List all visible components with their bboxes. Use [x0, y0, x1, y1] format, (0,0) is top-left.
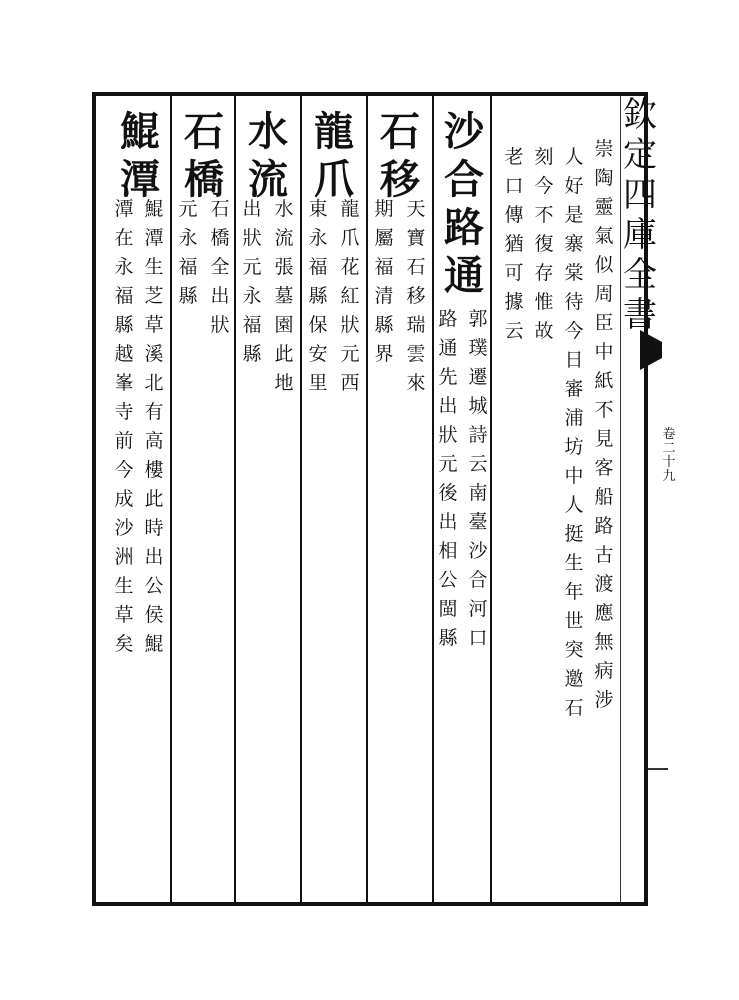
text-column-2: [562, 148, 586, 728]
glyph: 日: [564, 349, 584, 371]
glyph: 合: [444, 156, 484, 203]
glyph: 存: [534, 262, 554, 284]
glyph: 來: [406, 372, 426, 394]
glyph: 永: [242, 285, 262, 307]
glyph: 人: [564, 494, 584, 516]
glyph: 棠: [564, 262, 584, 284]
glyph: 水: [248, 108, 288, 155]
text-column-1: [592, 140, 616, 720]
text-column-7: [436, 310, 460, 658]
glyph: 龍: [314, 108, 354, 155]
column-rule: [300, 96, 302, 902]
text-column-16: [240, 200, 264, 374]
glyph: 墓: [274, 285, 294, 307]
glyph: 古: [594, 544, 614, 566]
glyph: 保: [308, 314, 328, 336]
glyph: 縣: [438, 627, 458, 649]
glyph: 潭: [120, 156, 160, 203]
text-column-15: [272, 200, 296, 403]
glyph: 不: [594, 399, 614, 421]
text-column-13: [306, 200, 330, 403]
glyph: 後: [438, 482, 458, 504]
glyph: 有: [144, 401, 164, 423]
glyph: 界: [374, 343, 394, 365]
glyph: 安: [308, 343, 328, 365]
glyph: 清: [374, 285, 394, 307]
glyph: 縣: [114, 314, 134, 336]
glyph: 公: [144, 575, 164, 597]
glyph: 此: [274, 343, 294, 365]
glyph: 涉: [594, 689, 614, 711]
glyph: 城: [468, 395, 488, 417]
heading-shiyi: [376, 108, 424, 208]
glyph: 橋: [184, 156, 224, 203]
glyph: 坊: [564, 436, 584, 458]
glyph: 口: [468, 627, 488, 649]
glyph: 成: [114, 488, 134, 510]
glyph: 紙: [594, 370, 614, 392]
glyph: 沙: [468, 540, 488, 562]
glyph: 紅: [340, 285, 360, 307]
glyph: 爪: [340, 227, 360, 249]
glyph: 傳: [504, 204, 524, 226]
glyph: 人: [564, 146, 584, 168]
glyph: 張: [274, 256, 294, 278]
glyph: 溪: [144, 343, 164, 365]
glyph: 沙: [444, 108, 484, 155]
glyph: 狀: [210, 314, 230, 336]
glyph: 陶: [594, 167, 614, 189]
column-rule: [366, 96, 368, 902]
glyph: 侯: [144, 604, 164, 626]
glyph: 河: [468, 598, 488, 620]
glyph: 臣: [594, 312, 614, 334]
glyph: 郭: [468, 308, 488, 330]
glyph: 橋: [210, 227, 230, 249]
glyph: 永: [178, 227, 198, 249]
glyph: 遷: [468, 366, 488, 388]
glyph: 寺: [114, 401, 134, 423]
glyph: 不: [534, 204, 554, 226]
glyph: 縣: [374, 314, 394, 336]
volume-label: [662, 428, 676, 484]
glyph: 定: [623, 135, 657, 175]
glyph: 期: [374, 198, 394, 220]
glyph: 老: [504, 146, 524, 168]
glyph: 是: [564, 204, 584, 226]
glyph: 洲: [114, 546, 134, 568]
glyph: 元: [178, 198, 198, 220]
glyph: 猶: [504, 233, 524, 255]
glyph: 福: [178, 256, 198, 278]
glyph: 前: [114, 430, 134, 452]
glyph: 屬: [374, 227, 394, 249]
glyph: 臺: [468, 511, 488, 533]
column-rule: [432, 96, 434, 902]
heading-longzhua: [310, 108, 358, 208]
glyph: 年: [564, 581, 584, 603]
glyph: 通: [438, 337, 458, 359]
glyph: 鯤: [120, 108, 160, 155]
glyph: 福: [374, 256, 394, 278]
glyph: 北: [144, 372, 164, 394]
glyph: 沙: [114, 517, 134, 539]
glyph: 龍: [340, 198, 360, 220]
glyph: 東: [308, 198, 328, 220]
edge-mark: [648, 768, 668, 770]
glyph: 福: [114, 285, 134, 307]
glyph: 先: [438, 366, 458, 388]
glyph: 路: [438, 308, 458, 330]
glyph: 園: [274, 314, 294, 336]
glyph: 花: [340, 256, 360, 278]
glyph: 詩: [468, 424, 488, 446]
text-column-21: [142, 200, 166, 664]
glyph: 云: [468, 453, 488, 475]
glyph: 鯤: [144, 198, 164, 220]
glyph: 氣: [594, 225, 614, 247]
heading-shuiliu: [244, 108, 292, 208]
text-column-18: [208, 200, 232, 345]
glyph: 邀: [564, 668, 584, 690]
glyph: 潭: [114, 198, 134, 220]
glyph: 欽: [623, 95, 657, 135]
glyph: 寨: [564, 233, 584, 255]
glyph: 見: [594, 428, 614, 450]
glyph: 出: [144, 546, 164, 568]
glyph: 璞: [468, 337, 488, 359]
glyph: 無: [594, 631, 614, 653]
glyph: 好: [564, 175, 584, 197]
glyph: 雲: [406, 343, 426, 365]
glyph: 今: [564, 320, 584, 342]
glyph: 似: [594, 254, 614, 276]
glyph: 水: [274, 198, 294, 220]
glyph: 四: [623, 175, 657, 215]
glyph: 中: [594, 341, 614, 363]
glyph: 浦: [564, 407, 584, 429]
glyph: 南: [468, 482, 488, 504]
glyph: 相: [438, 540, 458, 562]
glyph: 渡: [594, 573, 614, 595]
glyph: 十: [662, 455, 676, 470]
glyph: 縣: [178, 285, 198, 307]
glyph: 福: [308, 256, 328, 278]
glyph: 中: [564, 465, 584, 487]
glyph: 路: [594, 515, 614, 537]
text-column-6: [466, 310, 490, 658]
glyph: 石: [406, 256, 426, 278]
glyph: 卷: [662, 427, 676, 442]
glyph: 狀: [340, 314, 360, 336]
glyph: 縣: [242, 343, 262, 365]
glyph: 西: [340, 372, 360, 394]
glyph: 時: [144, 517, 164, 539]
text-column-3: [532, 148, 556, 351]
glyph: 永: [308, 227, 328, 249]
glyph: 此: [144, 488, 164, 510]
glyph: 今: [114, 459, 134, 481]
glyph: 流: [274, 227, 294, 249]
glyph: 峯: [114, 372, 134, 394]
glyph: 縣: [308, 285, 328, 307]
glyph: 越: [114, 343, 134, 365]
glyph: 元: [438, 453, 458, 475]
glyph: 石: [564, 697, 584, 719]
glyph: 九: [662, 469, 676, 484]
glyph: 故: [534, 320, 554, 342]
glyph: 書: [623, 295, 657, 335]
glyph: 待: [564, 291, 584, 313]
glyph: 挺: [564, 523, 584, 545]
text-column-10: [372, 200, 396, 374]
glyph: 二: [662, 441, 676, 456]
glyph: 永: [114, 256, 134, 278]
glyph: 草: [144, 314, 164, 336]
glyph: 路: [444, 204, 484, 251]
glyph: 公: [438, 569, 458, 591]
glyph: 在: [114, 227, 134, 249]
glyph: 周: [594, 283, 614, 305]
glyph: 地: [274, 372, 294, 394]
glyph: 惟: [534, 291, 554, 313]
glyph: 元: [242, 256, 262, 278]
glyph: 瑞: [406, 314, 426, 336]
heading-shahe-lutong: [440, 108, 488, 304]
glyph: 鯤: [144, 633, 164, 655]
text-column-19: [176, 200, 200, 316]
text-column-22: [112, 200, 136, 664]
glyph: 復: [534, 233, 554, 255]
column-rule: [234, 96, 236, 902]
glyph: 石: [210, 198, 230, 220]
glyph: 通: [444, 252, 484, 299]
glyph: 靈: [594, 196, 614, 218]
glyph: 應: [594, 602, 614, 624]
glyph: 全: [623, 255, 657, 295]
glyph: 口: [504, 175, 524, 197]
glyph: 出: [438, 511, 458, 533]
text-column-12: [338, 200, 362, 403]
glyph: 崇: [594, 138, 614, 160]
glyph: 芝: [144, 285, 164, 307]
glyph: 潭: [144, 227, 164, 249]
glyph: 刻: [534, 146, 554, 168]
glyph: 流: [248, 156, 288, 203]
text-column-9: [404, 200, 428, 403]
glyph: 福: [242, 314, 262, 336]
glyph: 移: [380, 156, 420, 203]
column-rule: [490, 96, 492, 902]
glyph: 樓: [144, 459, 164, 481]
glyph: 高: [144, 430, 164, 452]
glyph: 據: [504, 291, 524, 313]
glyph: 船: [594, 486, 614, 508]
heading-shiqiao: [180, 108, 228, 208]
glyph: 審: [564, 378, 584, 400]
glyph: 草: [114, 604, 134, 626]
glyph: 出: [438, 395, 458, 417]
book-title-header: [620, 95, 660, 338]
glyph: 里: [308, 372, 328, 394]
heading-kuntan: [116, 108, 164, 208]
glyph: 客: [594, 457, 614, 479]
glyph: 出: [210, 285, 230, 307]
text-column-4: [502, 148, 526, 351]
glyph: 移: [406, 285, 426, 307]
glyph: 可: [504, 262, 524, 284]
glyph: 寶: [406, 227, 426, 249]
glyph: 狀: [438, 424, 458, 446]
glyph: 閩: [438, 598, 458, 620]
glyph: 生: [564, 552, 584, 574]
glyph: 病: [594, 660, 614, 682]
glyph: 生: [144, 256, 164, 278]
glyph: 合: [468, 569, 488, 591]
glyph: 天: [406, 198, 426, 220]
glyph: 突: [564, 639, 584, 661]
glyph: 爪: [314, 156, 354, 203]
glyph: 矣: [114, 633, 134, 655]
glyph: 云: [504, 320, 524, 342]
glyph: 世: [564, 610, 584, 632]
glyph: 庫: [623, 215, 657, 255]
glyph: 石: [184, 108, 224, 155]
glyph: 全: [210, 256, 230, 278]
glyph: 生: [114, 575, 134, 597]
glyph: 出: [242, 198, 262, 220]
glyph: 狀: [242, 227, 262, 249]
glyph: 石: [380, 108, 420, 155]
column-rule: [170, 96, 172, 902]
glyph: 今: [534, 175, 554, 197]
glyph: 元: [340, 343, 360, 365]
